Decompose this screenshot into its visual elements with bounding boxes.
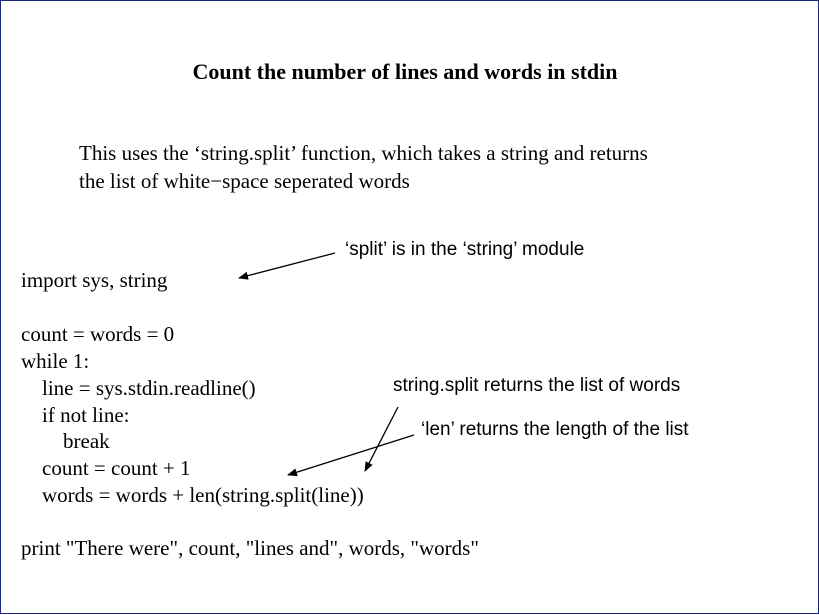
code-line-if: if not line: <box>21 403 130 427</box>
annotation-split-module: ‘split’ is in the ‘string’ module <box>345 239 585 260</box>
arrow-len-returns <box>288 435 414 475</box>
code-line-break: break <box>21 429 110 453</box>
annotation-arrows <box>1 1 819 615</box>
code-line-while: while 1: <box>21 349 90 373</box>
code-line-readline: line = sys.stdin.readline() <box>21 376 256 400</box>
intro-text <box>79 139 799 195</box>
slide-title: Count the number of lines and words in stdin <box>192 59 618 84</box>
code-line-import: import sys, string <box>21 268 168 292</box>
intro-line-2: the list of white−space seperated words <box>79 169 410 193</box>
code-line-print: print "There were", count, "lines and", words, "words" <box>21 536 479 560</box>
code-line-count: count = count + 1 <box>21 456 191 480</box>
intro-line-1: This uses the ‘string.split’ function, which takes a string and returns <box>79 141 648 165</box>
code-line-words: words = words + len(string.split(line)) <box>21 483 364 507</box>
annotation-split-returns: string.split returns the list of words <box>393 375 681 396</box>
annotation-len-returns: ‘len’ returns the length of the list <box>421 419 689 440</box>
arrow-split-module <box>239 253 335 278</box>
code-line-init: count = words = 0 <box>21 322 175 346</box>
arrow-split-returns <box>365 407 398 471</box>
